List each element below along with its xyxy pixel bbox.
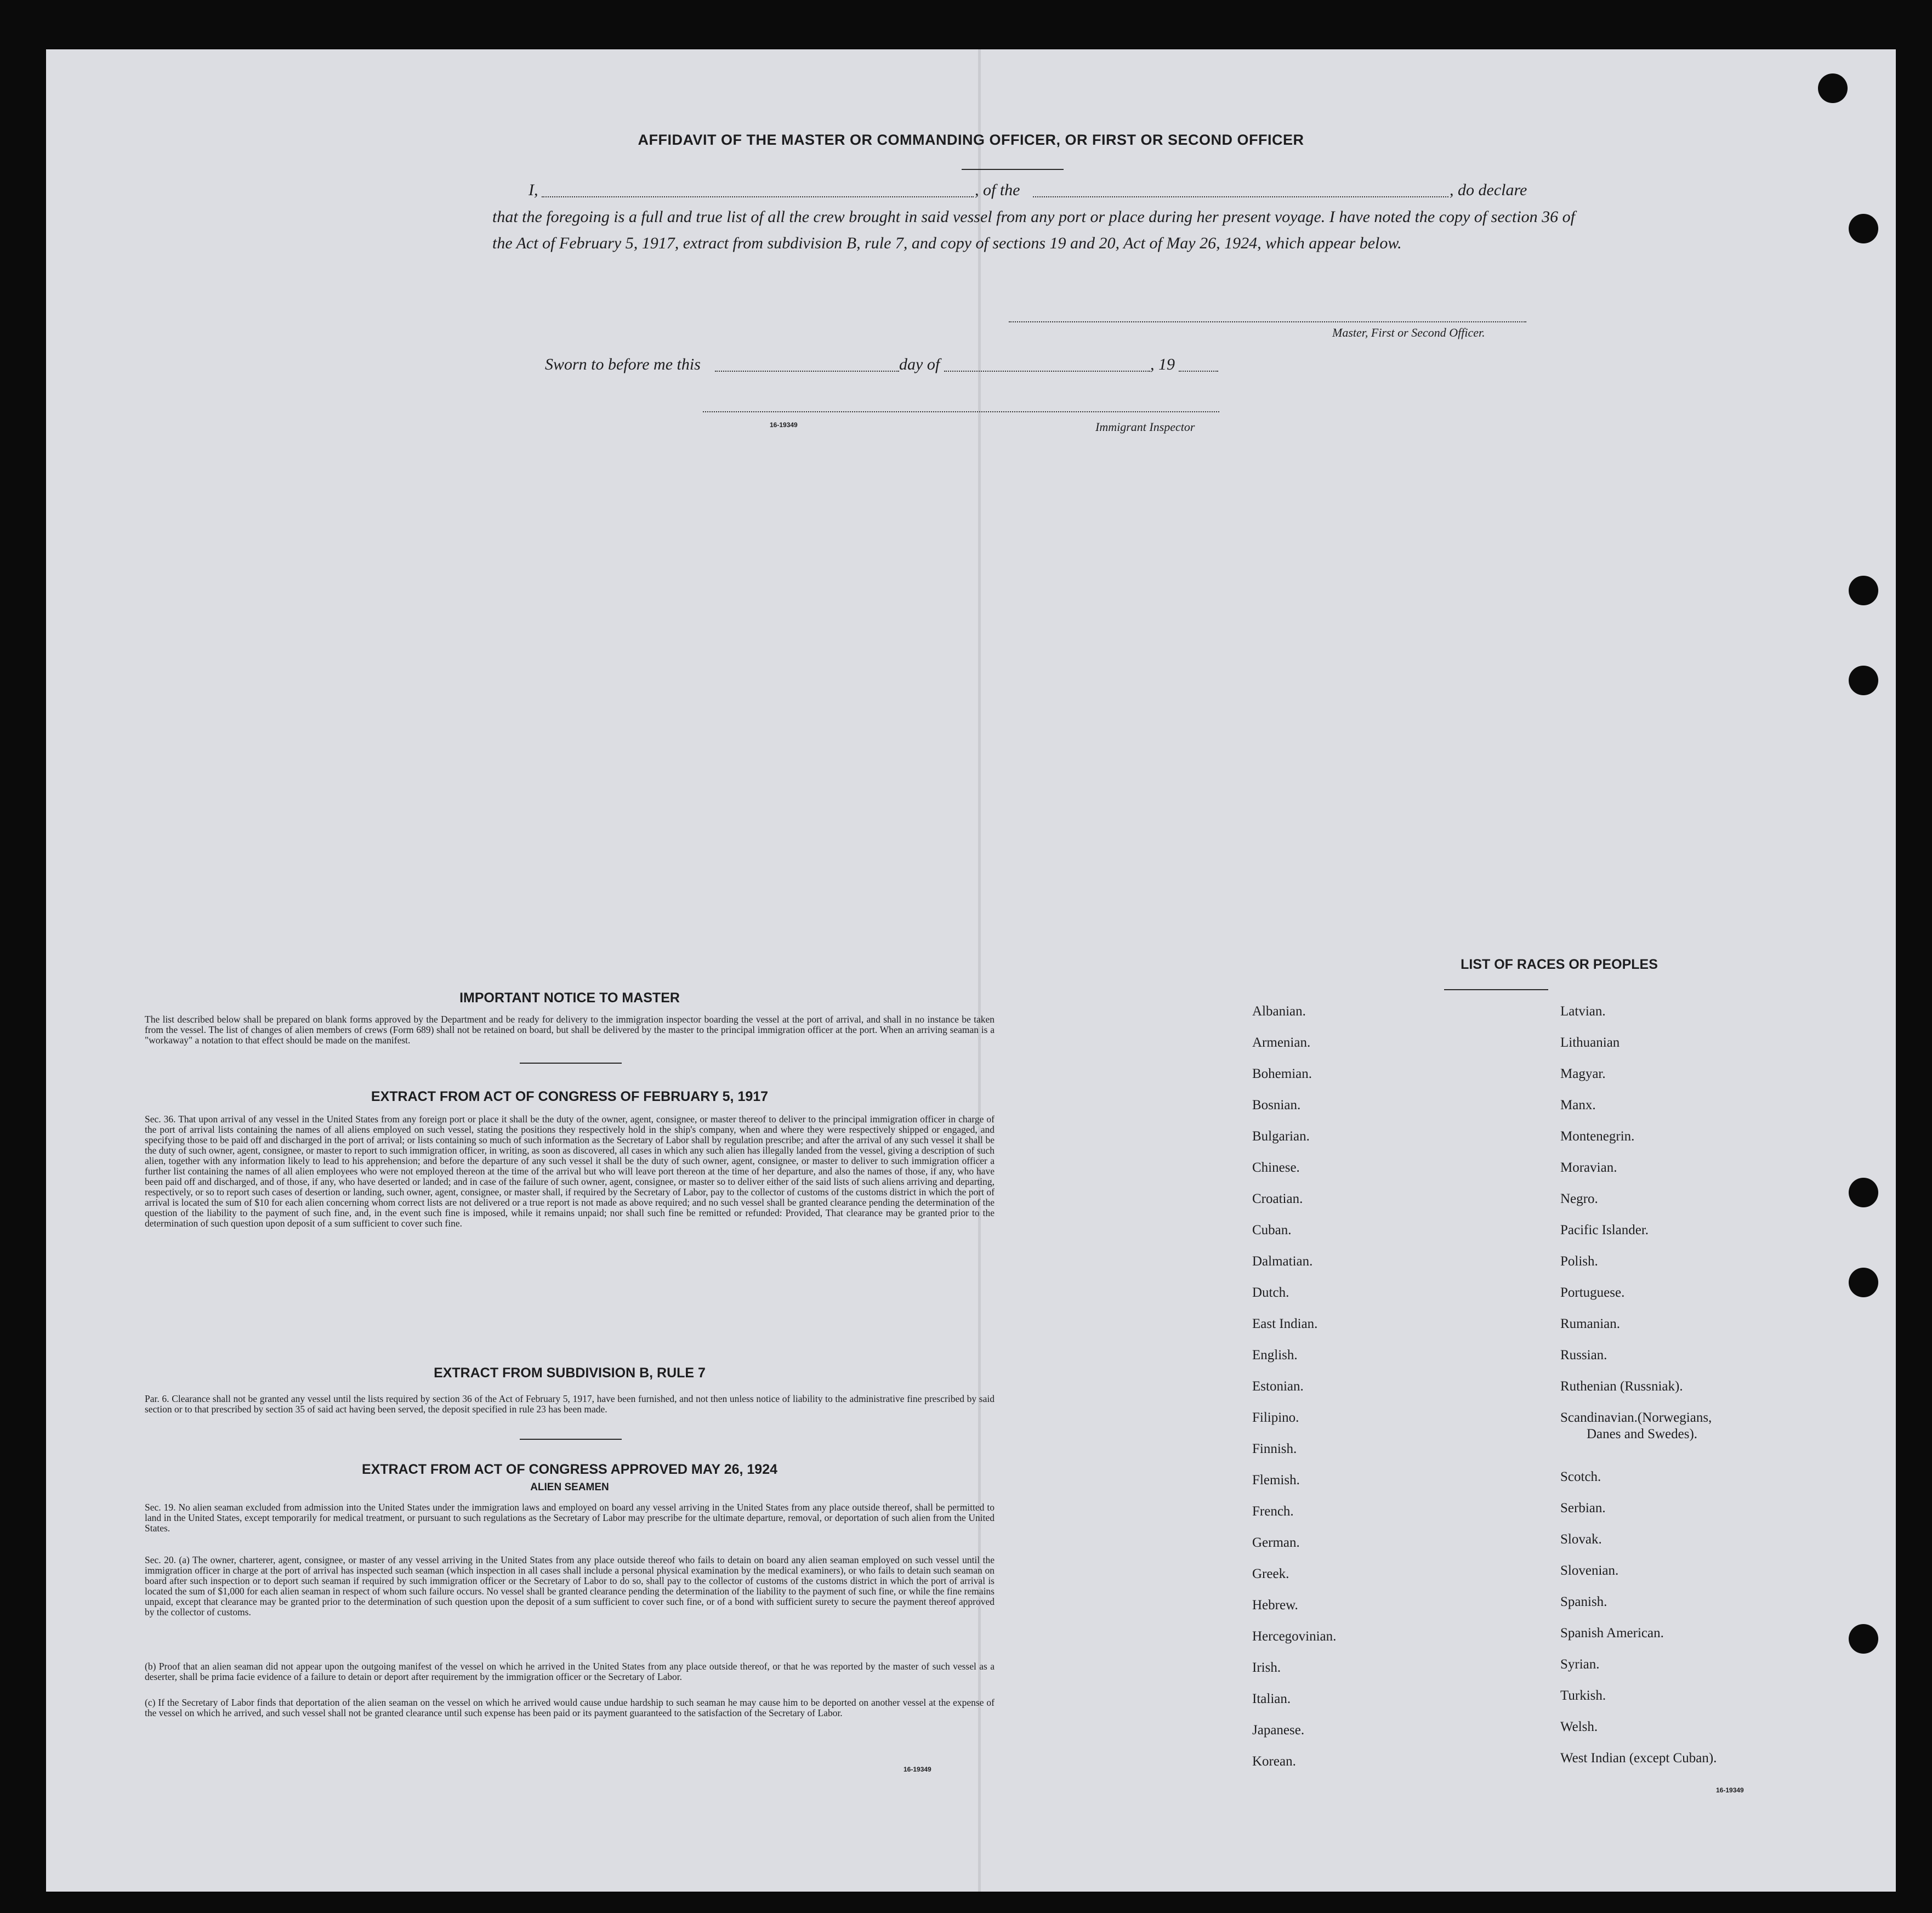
- race-item: [1252, 1691, 1336, 1722]
- form-sheet: [46, 49, 1896, 1892]
- race-label: Moravian.: [1560, 1160, 1617, 1175]
- race-item: [1560, 1625, 1717, 1656]
- race-item: [1252, 1222, 1336, 1253]
- sworn-label: Sworn to before me this: [545, 355, 701, 373]
- sec20a-text: Sec. 20. (a) The owner, charterer, agent, consignee, or master of any vessel arriving in the United States from any place outside thereof who fails to detain on board any alien seaman employed on such vessel until the immigration officer in charge at the port of arrival has inspected such seaman (which inspection in all cases shall include a personal physical examination by the medical examiners), or who fails to detain such seaman on board after such inspection or to deport such seaman if required by such immigration officer or the Secretary of Labor to do so, shall pay to the collector of customs of the customs district in which the port of arrival is located the sum of $1,000 for each alien seaman in respect of whom such failure occurs. No vessel shall be granted clearance pending the determination of the liability to the payment of such fine, or while the fine remains unpaid, except that clearance may be granted prior to the determination of such question upon the deposit of a sum sufficient to cover such fine, or of a bond with sufficient surety to secure the payment thereof approved by the collector of customs.: [145, 1554, 995, 1617]
- sec19-text: Sec. 19. No alien seaman excluded from admission into the United States under the immigration laws and employed on board any vessel arriving in the United States from any place outside thereof, shall be permitted to land in the United States, except temporarily for medical treatment, or pursuant to such regulations as the Secretary of Labor may prescribe for the ultimate departure, removal, or deportation of such alien from the United States.: [145, 1502, 995, 1534]
- punch-hole: [1849, 214, 1878, 243]
- race-item: [1252, 1753, 1336, 1785]
- races-right-column: [1560, 1003, 1717, 1781]
- race-label: Dutch.: [1252, 1285, 1289, 1300]
- race-label: Montenegrin.: [1560, 1129, 1635, 1144]
- race-label: Hercegovinian.: [1252, 1629, 1337, 1644]
- sworn-day-field[interactable]: [715, 371, 899, 372]
- race-label: English.: [1252, 1348, 1298, 1363]
- race-item: [1560, 1253, 1717, 1285]
- extract-1917-text: Sec. 36. That upon arrival of any vessel in the United States from any foreign port or place it shall be the duty of the owner, agent, consignee, or master thereof to deliver to the principal immigration officer in charge of the port of arrival lists containing the names of all aliens employed on such vessel, stating the positions they respectively hold in the ship's company, when and where they were respectively shipped or engaged, and specifying those to be paid off and discharged in the port of arrival; or lists containing so much of such information as the Secretary of Labor shall by regulation prescribe; and after the arrival of any such vessel it shall be the duty of such owner, agent, consignee, or master to report to such immigration officer, in writing, as soon as discovered, all cases in which any such alien has illegally landed from the vessel, giving a description of such alien, together with any information likely to lead to his apprehension; and before the departure of any such vessel it shall be the duty of such owner, agent, consignee, or master to deliver to such immigration officer a further list containing the names of all alien employees who were not employed thereon at the time of the arrival but who will leave port thereon at the time of her departure, and also the names of those, if any, who have been paid off and discharged, and of those, if any, who have deserted or landed; and in case of the failure of such owner, agent, consignee, or master so to deliver either of the said lists of such aliens arriving and departing, respectively, or so to report such cases of desertion or landing, such owner, agent, consignee, or master shall, if required by the Secretary of Labor, pay to the collector of customs of the customs district in which the port of arrival is located the sum of $10 for each alien concerning whom correct lists are not delivered or a true report is not made as above required; and no such vessel shall be granted clearance pending the determination of the question of the liability to the payment of such fine, and, in the event such fine is imposed, while it remains unpaid; nor shall such fine be remitted or refunded: Provided, That clearance may be granted prior to the determination of such question upon deposit of a sum sufficient to cover such fine.: [145, 1114, 995, 1229]
- race-label: Italian.: [1252, 1691, 1291, 1706]
- race-label-continued: Danes and Swedes).: [1587, 1427, 1698, 1441]
- race-label: Finnish.: [1252, 1441, 1297, 1456]
- race-label: Russian.: [1560, 1348, 1607, 1363]
- race-item: [1252, 1066, 1336, 1097]
- race-item: [1252, 1628, 1336, 1660]
- race-item: [1252, 1410, 1336, 1441]
- race-label: Hebrew.: [1252, 1598, 1298, 1613]
- race-label: Lithuanian: [1560, 1035, 1620, 1050]
- affidavit-title: AFFIDAVIT OF THE MASTER OR COMMANDING OFFICER, OR FIRST OR SECOND OFFICER: [638, 132, 1304, 148]
- race-label: Korean.: [1252, 1754, 1296, 1769]
- race-label: Bohemian.: [1252, 1066, 1312, 1081]
- signature-line[interactable]: [1009, 321, 1526, 322]
- race-item: [1560, 1222, 1717, 1253]
- race-label: Welsh.: [1560, 1719, 1598, 1734]
- extract-1917-title: EXTRACT FROM ACT OF CONGRESS OF FEBRUARY 5, 1917: [371, 1089, 769, 1104]
- punch-hole: [1849, 1178, 1878, 1207]
- race-item: [1560, 1160, 1717, 1191]
- race-label: Scandinavian.(Norwegians,: [1560, 1410, 1712, 1425]
- race-label: Latvian.: [1560, 1004, 1606, 1019]
- race-item: [1252, 1347, 1336, 1378]
- affidavit-body: that the foregoing is a full and true list of all the crew brought in said vessel from any port or place during her present voyage. I have noted the copy of section 36 of the Act of February 5, 1917, extract from subdivision B, rule 7, and copy of sections 19 and 20, Act of May 26, 1924, which appear below.: [492, 208, 1575, 252]
- race-item: [1252, 1128, 1336, 1160]
- race-item: [1252, 1472, 1336, 1503]
- race-label: Filipino.: [1252, 1410, 1299, 1425]
- punch-hole: [1849, 1268, 1878, 1297]
- race-item: [1560, 1500, 1717, 1531]
- race-label: Slovak.: [1560, 1532, 1602, 1547]
- race-label: Scotch.: [1560, 1469, 1601, 1484]
- race-item: [1252, 1503, 1336, 1535]
- race-item: [1560, 1128, 1717, 1160]
- race-label: Serbian.: [1560, 1501, 1606, 1515]
- race-item: [1560, 1688, 1717, 1719]
- sworn-year-field[interactable]: [1179, 371, 1218, 372]
- section-rule: [520, 1063, 622, 1064]
- race-item: [1560, 1719, 1717, 1750]
- sec20b-text: (b) Proof that an alien seaman did not appear upon the outgoing manifest of the vessel on which he arrived in the United States from any place outside thereof, or that he was reported by the master of such vessel as a deserter, shall be prima facie evidence of a failure to detain or deport after requirement by the immigration officer or the Secretary of Labor.: [145, 1661, 995, 1682]
- race-label: Ruthenian (Russniak).: [1560, 1379, 1683, 1394]
- race-label: Bosnian.: [1252, 1098, 1301, 1112]
- race-label: Negro.: [1560, 1191, 1598, 1206]
- notice-text: The list described below shall be prepared on blank forms approved by the Department and be ready for delivery to the immigration inspector boarding the vessel at the port of arrival, and shall in no instance be taken from the vessel. The list of changes of alien members of crews (Form 689) shall not be retained on board, but shall be delivered by the master to the principal immigration officer at the port. When an arriving seaman is a "workaway" a notation to that effect should be made on the manifest.: [145, 1014, 995, 1046]
- race-item: [1252, 1191, 1336, 1222]
- race-item: [1252, 1160, 1336, 1191]
- race-label: Estonian.: [1252, 1379, 1304, 1394]
- sworn-year-label: , 19: [1150, 355, 1175, 373]
- race-label: Croatian.: [1252, 1191, 1303, 1206]
- races-form-number: 16-19349: [1716, 1786, 1744, 1794]
- extract-form-number: 16-19349: [904, 1766, 931, 1773]
- race-label: Spanish American.: [1560, 1626, 1664, 1640]
- race-label: Rumanian.: [1560, 1316, 1621, 1331]
- race-label: Irish.: [1252, 1660, 1281, 1675]
- race-item: [1252, 1566, 1336, 1597]
- race-label: West Indian (except Cuban).: [1560, 1751, 1717, 1766]
- affidavit-line-start: I,: [529, 181, 538, 199]
- race-label: German.: [1252, 1535, 1300, 1550]
- race-item: [1252, 1285, 1336, 1316]
- race-item: [1252, 1441, 1336, 1472]
- sworn-month-field[interactable]: [944, 371, 1150, 372]
- race-label: Bulgarian.: [1252, 1129, 1310, 1144]
- race-label: Dalmatian.: [1252, 1254, 1313, 1269]
- race-item: [1560, 1035, 1717, 1066]
- race-label: Pacific Islander.: [1560, 1223, 1649, 1238]
- races-left-column: [1252, 1003, 1336, 1785]
- race-item: [1560, 1003, 1717, 1035]
- race-label: East Indian.: [1252, 1316, 1318, 1331]
- title-rule: [962, 169, 1064, 170]
- race-label: Manx.: [1560, 1098, 1596, 1112]
- race-label: Cuban.: [1252, 1223, 1292, 1238]
- punch-hole: [1818, 73, 1848, 103]
- race-label: Albanian.: [1252, 1004, 1306, 1019]
- race-item: [1560, 1531, 1717, 1563]
- race-label: Turkish.: [1560, 1688, 1606, 1703]
- race-item: [1560, 1410, 1717, 1469]
- race-item: [1252, 1003, 1336, 1035]
- race-label: French.: [1252, 1504, 1294, 1519]
- race-item: [1560, 1469, 1717, 1500]
- races-title: LIST OF RACES OR PEOPLES: [1461, 957, 1658, 972]
- punch-hole: [1849, 666, 1878, 695]
- alien-seamen-subtitle: ALIEN SEAMEN: [530, 1481, 609, 1493]
- notice-title: IMPORTANT NOTICE TO MASTER: [459, 990, 680, 1006]
- race-item: [1252, 1597, 1336, 1628]
- race-item: [1252, 1316, 1336, 1347]
- race-label: Slovenian.: [1560, 1563, 1619, 1578]
- race-item: [1560, 1316, 1717, 1347]
- race-label: Magyar.: [1560, 1066, 1606, 1081]
- race-label: Portuguese.: [1560, 1285, 1625, 1300]
- inspector-signature-line[interactable]: [703, 411, 1219, 412]
- race-item: [1560, 1563, 1717, 1594]
- affidavit-line-mid: , of the: [975, 181, 1020, 199]
- race-label: Greek.: [1252, 1566, 1289, 1581]
- race-label: Polish.: [1560, 1254, 1598, 1269]
- race-label: Japanese.: [1252, 1723, 1305, 1738]
- race-item: [1252, 1035, 1336, 1066]
- declarant-name-field[interactable]: [542, 196, 974, 197]
- inspector-label: Immigrant Inspector: [1095, 420, 1195, 434]
- race-item: [1560, 1191, 1717, 1222]
- extract-1924-title: EXTRACT FROM ACT OF CONGRESS APPROVED MAY 26, 1924: [361, 1462, 778, 1477]
- affidavit-form-number: 16-19349: [770, 421, 798, 429]
- race-item: [1560, 1097, 1717, 1128]
- race-item: [1252, 1097, 1336, 1128]
- race-item: [1252, 1535, 1336, 1566]
- race-label: Chinese.: [1252, 1160, 1300, 1175]
- race-label: Flemish.: [1252, 1473, 1300, 1488]
- race-item: [1252, 1378, 1336, 1410]
- punch-hole: [1849, 1624, 1878, 1654]
- race-item: [1252, 1722, 1336, 1753]
- race-label: Syrian.: [1560, 1657, 1600, 1672]
- races-title-rule: [1444, 989, 1548, 990]
- affidavit-line-end: , do declare: [1450, 181, 1527, 199]
- subdivision-text: Par. 6. Clearance shall not be granted any vessel until the lists required by section 36 of the Act of February 5, 1917, have been furnished, and not then unless notice of liability to the administrative fine prescribed by said section or to that prescribed by section 35 of said act having been served, the deposit specified in rule 23 has been made.: [145, 1393, 995, 1415]
- race-label: Armenian.: [1252, 1035, 1311, 1050]
- race-item: [1560, 1378, 1717, 1410]
- punch-hole: [1849, 576, 1878, 605]
- race-item: [1560, 1066, 1717, 1097]
- race-item: [1560, 1347, 1717, 1378]
- race-item: [1252, 1660, 1336, 1691]
- sworn-dayof-label: day of: [899, 355, 940, 373]
- race-item: [1252, 1253, 1336, 1285]
- sec20c-text: (c) If the Secretary of Labor finds that deportation of the alien seaman on the vessel on which he arrived would cause undue hardship to such seaman he may cause him to be deported on another vessel at the expense of the vessel on which he arrived, and such vessel shall not be granted clearance until such expense has been paid or its payment guaranteed to the satisfaction of the Secretary of Labor.: [145, 1697, 995, 1718]
- vessel-name-field[interactable]: [1033, 196, 1448, 197]
- subdivision-title: EXTRACT FROM SUBDIVISION B, RULE 7: [434, 1365, 706, 1381]
- race-item: [1560, 1656, 1717, 1688]
- signature-label: Master, First or Second Officer.: [1332, 326, 1485, 339]
- section-rule: [520, 1439, 622, 1440]
- race-label: Spanish.: [1560, 1594, 1607, 1609]
- race-item: [1560, 1285, 1717, 1316]
- race-item: [1560, 1594, 1717, 1625]
- race-item: [1560, 1750, 1717, 1781]
